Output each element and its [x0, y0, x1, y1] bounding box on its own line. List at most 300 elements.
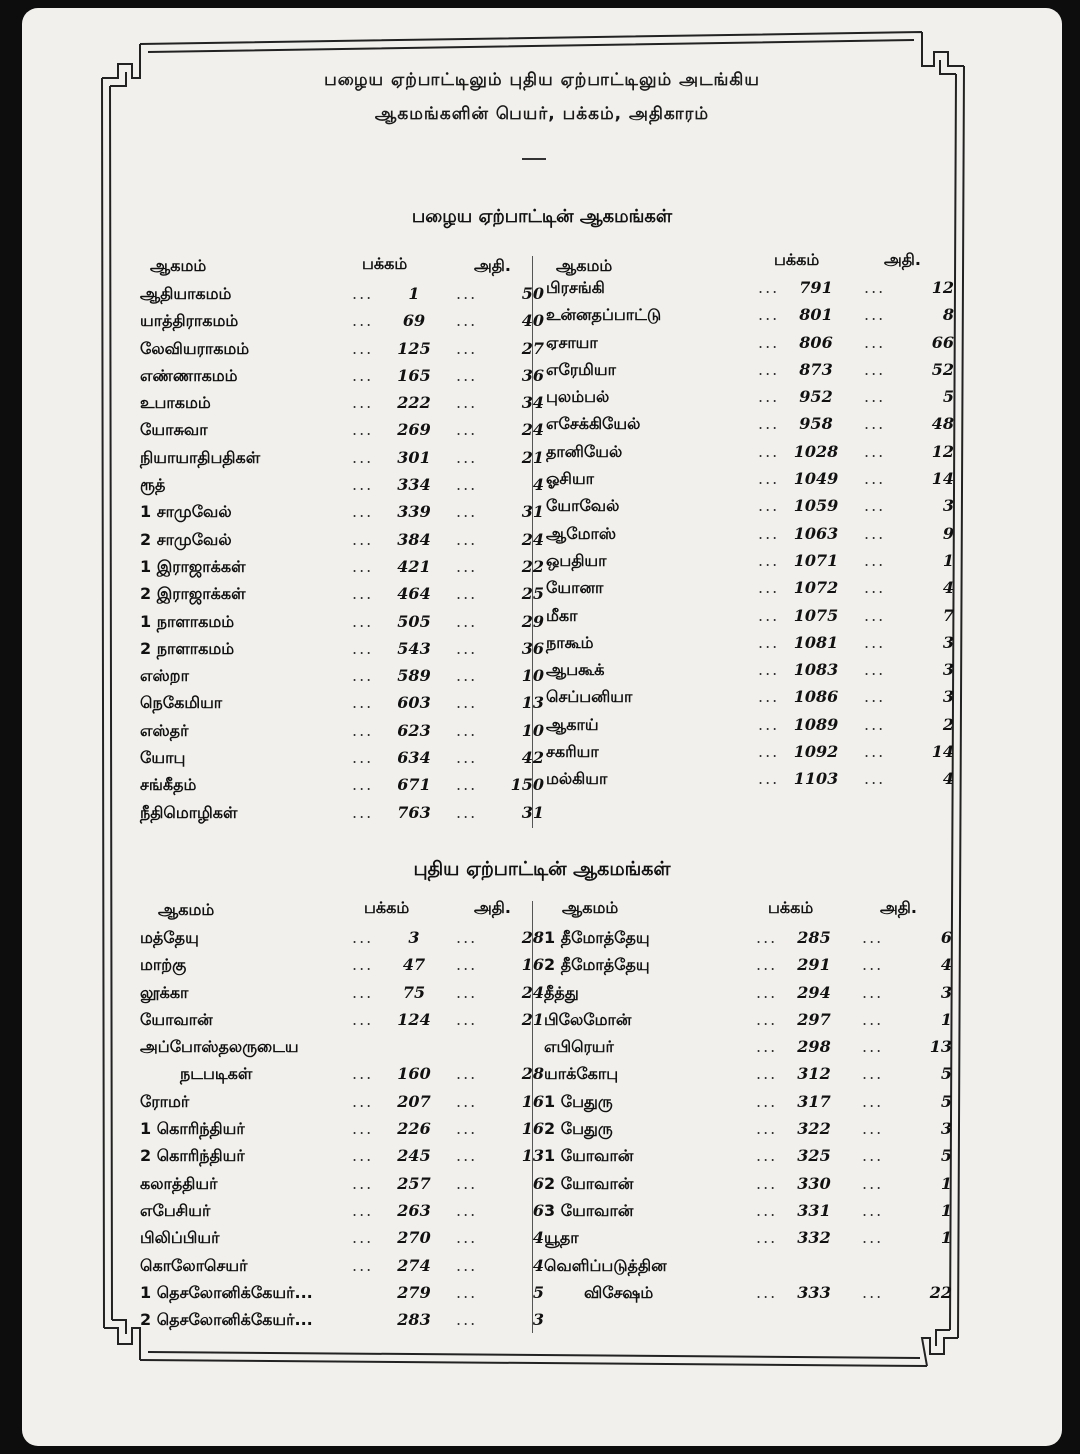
book-row — [544, 1064, 952, 1091]
leader-dots: ... — [862, 928, 884, 947]
book-row — [546, 305, 954, 332]
leader-dots: ... — [456, 748, 478, 768]
book-row — [140, 1146, 544, 1173]
book-name: நெகேமியா — [140, 693, 223, 713]
book-name: 1 தெசலோனிக்கேயர்... — [140, 1282, 313, 1302]
page-number: 1103 — [793, 769, 839, 789]
leader-dots: ... — [352, 638, 374, 658]
leader-dots: ... — [456, 982, 478, 1002]
page-number: 274 — [397, 1255, 431, 1275]
book-row — [546, 469, 954, 496]
chapter-count: 3 — [942, 687, 954, 707]
leader-dots: ... — [352, 611, 374, 631]
leader-dots: ... — [352, 1200, 374, 1220]
chapter-count: 7 — [942, 605, 954, 625]
book-name: சங்கீதம் — [140, 775, 197, 795]
leader-dots: ... — [352, 447, 374, 467]
leader-dots: ... — [456, 365, 478, 385]
page-number: 222 — [397, 393, 431, 413]
leader-dots: ... — [352, 1255, 374, 1275]
book-name: 1 இராஜாக்கள் — [140, 556, 246, 576]
leader-dots: ... — [864, 660, 886, 680]
chapter-count: 1 — [940, 1009, 952, 1029]
book-name: 1 யோவான் — [544, 1146, 634, 1166]
book-row — [140, 1255, 544, 1283]
book-name: லூக்கா — [140, 982, 189, 1002]
leader-dots: ... — [758, 605, 780, 625]
book-row — [544, 1228, 952, 1255]
leader-dots: ... — [352, 529, 374, 549]
page-title-line-2: ஆகமங்களின் பெயர், பக்கம், அதிகாரம் — [374, 104, 710, 124]
leader-dots: ... — [862, 1009, 884, 1029]
leader-dots: ... — [456, 556, 478, 576]
leader-dots: ... — [456, 284, 478, 303]
book-name: கொலோசெயர் — [140, 1255, 248, 1275]
chapter-count: 22 — [929, 1282, 952, 1302]
ot-left-list — [140, 284, 544, 830]
leader-dots: ... — [864, 496, 886, 516]
leader-dots: ... — [756, 982, 778, 1002]
book-row — [140, 1009, 544, 1037]
page-number: 125 — [397, 338, 431, 358]
page-number: 285 — [797, 928, 831, 947]
book-name: 2 தெசலோனிக்கேயர்... — [140, 1310, 313, 1330]
leader-dots: ... — [456, 447, 478, 467]
leader-dots: ... — [456, 775, 478, 795]
page-number: 3 — [408, 928, 420, 947]
new-testament-heading: புதிய ஏற்பாட்டின் ஆகமங்கள் — [413, 858, 671, 880]
book-row — [546, 578, 954, 605]
page-number: 334 — [397, 475, 431, 495]
chapter-count: 4 — [532, 1255, 544, 1275]
chapter-count: 31 — [521, 502, 544, 522]
book-name: யோசுவா — [140, 420, 208, 440]
page-number: 1059 — [793, 496, 839, 516]
nt-right-header-chapters: அதி. — [880, 898, 917, 917]
page-number: 1089 — [793, 714, 839, 734]
leader-dots: ... — [456, 611, 478, 631]
book-row — [546, 660, 954, 687]
leader-dots: ... — [352, 1146, 374, 1166]
book-row — [546, 387, 954, 414]
chapter-count: 6 — [532, 1173, 544, 1193]
page-number: 279 — [397, 1282, 431, 1302]
leader-dots: ... — [862, 955, 884, 975]
book-name: தீத்து — [544, 982, 579, 1002]
chapter-count: 6 — [532, 1200, 544, 1220]
chapter-count: 36 — [521, 365, 544, 385]
leader-dots: ... — [864, 632, 886, 652]
page-number: 1028 — [793, 441, 839, 461]
leader-dots: ... — [456, 311, 478, 331]
leader-dots: ... — [756, 1200, 778, 1220]
leader-dots: ... — [864, 605, 886, 625]
book-row — [140, 775, 544, 802]
chapter-count: 3 — [942, 660, 954, 680]
chapter-count: 66 — [931, 332, 954, 352]
ot-left-header-chapters: அதி. — [474, 256, 511, 275]
leader-dots: ... — [352, 775, 374, 795]
leader-dots: ... — [864, 523, 886, 543]
page-number: 69 — [402, 311, 426, 331]
book-name: ரூத் — [140, 475, 166, 495]
nt-left-header-page: பக்கம் — [364, 898, 410, 917]
chapter-count: 10 — [521, 666, 544, 686]
leader-dots: ... — [456, 1228, 478, 1248]
page-number: 207 — [397, 1091, 431, 1111]
book-name: யோவேல் — [546, 496, 620, 516]
page-number: 294 — [797, 982, 831, 1002]
leader-dots: ... — [758, 387, 780, 407]
chapter-count: 21 — [521, 447, 544, 467]
chapter-count: 4 — [940, 955, 952, 975]
page-number: 623 — [397, 720, 431, 740]
leader-dots: ... — [864, 359, 886, 379]
leader-dots: ... — [352, 720, 374, 740]
leader-dots: ... — [456, 420, 478, 440]
page-number: 1081 — [793, 632, 839, 652]
book-row — [140, 556, 544, 584]
book-row — [546, 523, 954, 551]
page-number: 1083 — [793, 660, 839, 680]
book-row — [140, 420, 544, 447]
leader-dots: ... — [456, 666, 478, 686]
page-number: 958 — [799, 414, 833, 434]
page-number: 763 — [397, 802, 431, 822]
chapter-count: 16 — [521, 1091, 544, 1111]
chapter-count: 3 — [532, 1310, 544, 1330]
chapter-count: 5 — [940, 1091, 952, 1111]
book-name: விசேஷம் — [584, 1282, 654, 1302]
leader-dots: ... — [864, 742, 886, 762]
leader-dots: ... — [352, 1228, 374, 1248]
book-row — [544, 1119, 952, 1146]
book-name: 2 கொரிந்தியர் — [140, 1146, 245, 1166]
chapter-count: 29 — [521, 611, 544, 631]
leader-dots: ... — [456, 928, 478, 947]
leader-dots: ... — [352, 1091, 374, 1111]
ot-right-header-book: ஆகமம் — [556, 256, 613, 275]
book-name: எபிரெயர் — [544, 1037, 614, 1057]
book-name: மீகா — [546, 605, 578, 625]
book-name: 1 கொரிந்தியர் — [140, 1119, 245, 1139]
book-name: யோவான் — [140, 1009, 213, 1029]
chapter-count: 14 — [931, 742, 954, 762]
chapter-count: 9 — [942, 523, 954, 543]
page-number: 330 — [797, 1173, 831, 1193]
page-number: 257 — [397, 1173, 431, 1193]
leader-dots: ... — [352, 748, 374, 768]
leader-dots: ... — [758, 305, 780, 325]
leader-dots: ... — [352, 666, 374, 686]
chapter-count: 28 — [521, 1064, 544, 1084]
page-number: 331 — [797, 1200, 831, 1220]
book-row — [140, 1228, 544, 1255]
book-name: லேவியராகமம் — [140, 338, 250, 358]
leader-dots: ... — [352, 284, 374, 303]
page-number: 589 — [397, 666, 431, 686]
leader-dots: ... — [352, 475, 374, 495]
book-name: கலாத்தியர் — [140, 1173, 218, 1193]
book-name: எரேமியா — [546, 359, 616, 379]
book-row — [140, 611, 544, 639]
leader-dots: ... — [352, 1173, 374, 1193]
book-row — [140, 1091, 544, 1119]
book-row — [140, 338, 544, 366]
chapter-count: 3 — [942, 632, 954, 652]
leader-dots: ... — [758, 550, 780, 570]
book-name: யூதா — [544, 1228, 579, 1248]
leader-dots: ... — [758, 632, 780, 652]
leader-dots: ... — [456, 1310, 478, 1330]
page-number: 47 — [402, 955, 426, 975]
old-testament-heading: பழைய ஏற்பாட்டின் ஆகமங்கள் — [411, 206, 673, 227]
divider — [522, 158, 546, 160]
page-number: 1049 — [793, 469, 839, 489]
leader-dots: ... — [864, 469, 886, 489]
page-number: 603 — [397, 693, 431, 713]
chapter-count: 40 — [521, 311, 544, 331]
book-row — [544, 1146, 952, 1173]
leader-dots: ... — [758, 714, 780, 734]
leader-dots: ... — [756, 955, 778, 975]
book-name: தானியேல் — [546, 441, 623, 461]
leader-dots: ... — [862, 1146, 884, 1166]
chapter-count: 16 — [521, 1119, 544, 1139]
page-number: 297 — [797, 1009, 831, 1029]
leader-dots: ... — [862, 1228, 884, 1248]
page-number: 1086 — [793, 687, 839, 707]
leader-dots: ... — [758, 496, 780, 516]
ot-left-header-book: ஆகமம் — [150, 256, 207, 275]
book-row — [140, 529, 544, 557]
book-row — [140, 311, 544, 338]
book-row — [546, 332, 954, 360]
book-name: ஆமோஸ் — [546, 523, 617, 543]
book-row — [140, 584, 544, 611]
page-number: 124 — [397, 1009, 431, 1029]
book-row — [140, 502, 544, 529]
leader-dots: ... — [864, 578, 886, 598]
chapter-count: 36 — [521, 638, 544, 658]
book-row — [140, 1037, 524, 1064]
nt-right-header-book: ஆகமம் — [562, 898, 619, 917]
leader-dots: ... — [352, 955, 374, 975]
leader-dots: ... — [864, 714, 886, 734]
book-name: ரோமர் — [140, 1091, 190, 1111]
page-number: 806 — [799, 332, 833, 352]
book-row — [140, 447, 544, 475]
page-title-line-1: பழைய ஏற்பாட்டிலும் புதிய ஏற்பாட்டிலும் அடங்கிய — [324, 70, 760, 90]
page-number: 298 — [797, 1037, 831, 1057]
leader-dots: ... — [756, 928, 778, 947]
book-name: பிரசங்கி — [546, 278, 605, 297]
chapter-count: 1 — [940, 1200, 952, 1220]
leader-dots: ... — [758, 523, 780, 543]
chapter-count: 4 — [942, 578, 954, 598]
chapter-count: 24 — [521, 982, 544, 1002]
leader-dots: ... — [864, 332, 886, 352]
leader-dots: ... — [758, 742, 780, 762]
leader-dots: ... — [352, 502, 374, 522]
leader-dots: ... — [456, 502, 478, 522]
leader-dots: ... — [352, 928, 374, 947]
book-name: பிலிப்பியர் — [140, 1228, 220, 1248]
leader-dots: ... — [862, 982, 884, 1002]
book-name: நியாயாதிபதிகள் — [140, 447, 261, 467]
leader-dots: ... — [352, 556, 374, 576]
book-name: 2 நாளாகமம் — [140, 638, 235, 658]
nt-left-header-book: ஆகமம் — [158, 900, 215, 919]
book-name: எஸ்றா — [140, 666, 189, 686]
leader-dots: ... — [352, 365, 374, 385]
book-row — [544, 928, 952, 955]
book-row — [546, 496, 954, 523]
book-row — [544, 955, 952, 982]
book-name: யாத்திராகமம் — [140, 311, 239, 331]
page-number: 75 — [402, 982, 426, 1002]
leader-dots: ... — [756, 1091, 778, 1111]
book-row — [140, 666, 544, 693]
leader-dots: ... — [758, 359, 780, 379]
leader-dots: ... — [864, 305, 886, 325]
page-number: 165 — [397, 365, 431, 385]
chapter-count: 22 — [521, 556, 544, 576]
leader-dots: ... — [862, 1200, 884, 1220]
chapter-count: 25 — [521, 584, 544, 604]
book-name: எபேசியர் — [140, 1200, 211, 1220]
leader-dots: ... — [758, 332, 780, 352]
book-row — [546, 742, 954, 769]
ot-left-header-page: பக்கம் — [362, 254, 408, 273]
leader-dots: ... — [456, 720, 478, 740]
ot-right-header-chapters: அதி. — [884, 250, 921, 269]
leader-dots: ... — [456, 1146, 478, 1166]
leader-dots: ... — [862, 1064, 884, 1084]
leader-dots: ... — [456, 393, 478, 413]
chapter-count: 10 — [521, 720, 544, 740]
chapter-count: 24 — [521, 420, 544, 440]
leader-dots: ... — [456, 584, 478, 604]
book-name: மல்கியா — [546, 769, 608, 789]
page-number: 269 — [397, 420, 431, 440]
chapter-count: 3 — [942, 496, 954, 516]
book-row — [140, 638, 544, 666]
book-row — [140, 982, 544, 1010]
book-row — [140, 693, 544, 720]
leader-dots: ... — [456, 955, 478, 975]
book-name: 1 நாளாகமம் — [140, 611, 235, 631]
book-row — [546, 605, 954, 633]
chapter-count: 6 — [940, 928, 952, 947]
page-number: 333 — [797, 1282, 831, 1302]
book-name: சகரியா — [546, 742, 599, 762]
book-row — [546, 714, 954, 742]
book-row — [140, 955, 544, 982]
leader-dots: ... — [864, 550, 886, 570]
leader-dots: ... — [758, 687, 780, 707]
leader-dots: ... — [352, 982, 374, 1002]
page-number: 421 — [397, 556, 431, 576]
leader-dots: ... — [862, 1282, 884, 1302]
book-name: ஆதியாகமம் — [140, 284, 232, 303]
leader-dots: ... — [758, 469, 780, 489]
book-name: ஏசாயா — [546, 332, 598, 352]
book-row — [140, 1064, 544, 1091]
book-row — [544, 1256, 928, 1283]
book-name: யோனா — [546, 578, 604, 598]
leader-dots: ... — [758, 769, 780, 789]
leader-dots: ... — [456, 1282, 478, 1302]
page-number: 263 — [397, 1200, 431, 1220]
leader-dots: ... — [758, 414, 780, 434]
book-name: 2 சாமுவேல் — [140, 529, 232, 549]
leader-dots: ... — [864, 441, 886, 461]
page-number: 1075 — [793, 605, 839, 625]
leader-dots: ... — [456, 693, 478, 713]
leader-dots: ... — [862, 1091, 884, 1111]
book-row — [544, 982, 952, 1010]
chapter-count: 12 — [931, 441, 954, 461]
book-row — [546, 441, 954, 469]
book-name: நாகூம் — [546, 632, 594, 652]
book-row — [546, 550, 954, 578]
chapter-count: 2 — [942, 714, 954, 734]
nt-left-header-chapters: அதி. — [474, 898, 511, 917]
page-number: 339 — [397, 502, 431, 522]
chapter-count: 1 — [940, 1173, 952, 1193]
ot-right-header-page: பக்கம் — [774, 250, 820, 269]
chapter-count: 5 — [942, 387, 954, 407]
leader-dots: ... — [352, 693, 374, 713]
page-number: 226 — [397, 1119, 431, 1139]
book-row — [140, 720, 544, 748]
chapter-count: 21 — [521, 1009, 544, 1029]
book-name: உபாகமம் — [140, 393, 211, 413]
page-number: 791 — [799, 278, 833, 297]
page-number: 1072 — [793, 578, 839, 598]
book-name: 2 யோவான் — [544, 1173, 634, 1193]
book-name: 1 சாமுவேல் — [140, 502, 232, 522]
book-name: செப்பனியா — [546, 687, 633, 707]
leader-dots: ... — [352, 1064, 374, 1084]
page-number: 464 — [397, 584, 431, 604]
book-row — [544, 1037, 952, 1064]
book-row — [544, 1200, 952, 1228]
leader-dots: ... — [864, 387, 886, 407]
leader-dots: ... — [862, 1173, 884, 1193]
book-name: ஆகாய் — [546, 714, 599, 734]
book-name: 2 இராஜாக்கள் — [140, 584, 246, 604]
book-row — [140, 284, 544, 311]
leader-dots: ... — [456, 1255, 478, 1275]
book-row — [544, 1173, 952, 1201]
book-row — [140, 1310, 544, 1337]
chapter-count: 24 — [521, 529, 544, 549]
nt-left-list — [140, 928, 544, 1337]
book-name: புலம்பல் — [546, 387, 610, 407]
book-name: 1 தீமோத்தேயு — [544, 928, 650, 947]
book-row — [140, 802, 544, 830]
leader-dots: ... — [456, 802, 478, 822]
page-number: 1 — [408, 284, 420, 303]
page-number: 1092 — [793, 742, 839, 762]
book-row — [544, 1009, 952, 1037]
book-name: மாற்கு — [140, 955, 187, 975]
page-number: 270 — [397, 1228, 431, 1248]
book-row — [140, 748, 544, 775]
chapter-count: 3 — [940, 982, 952, 1002]
